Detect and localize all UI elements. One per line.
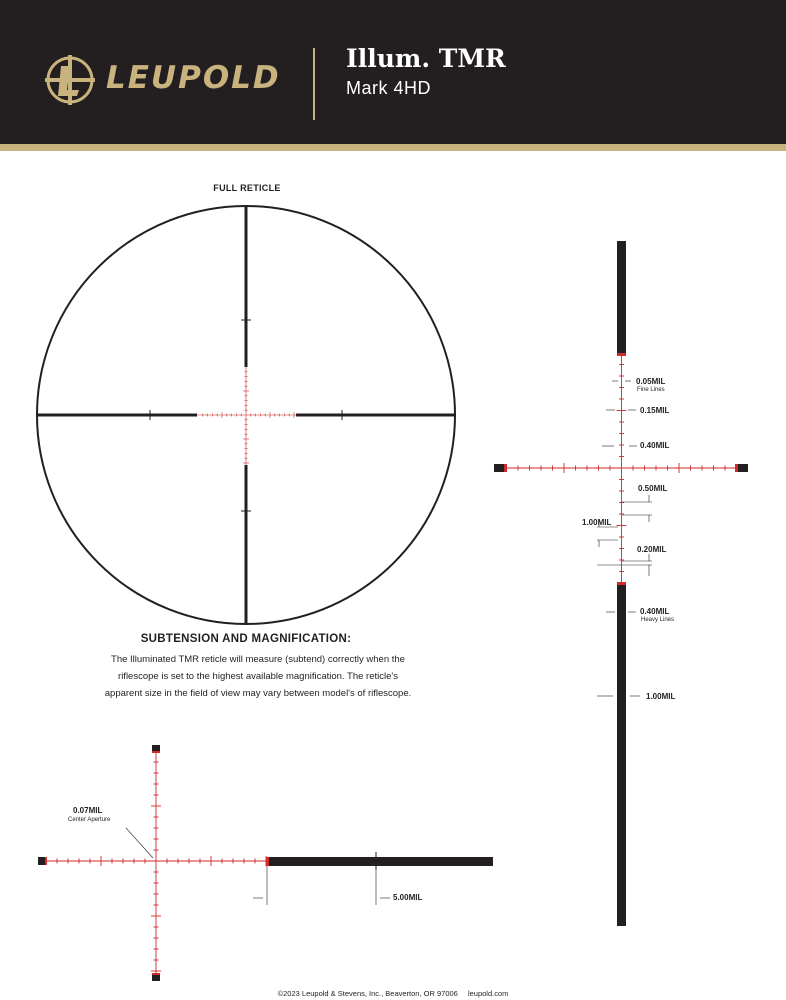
footer [0, 989, 786, 998]
right-top-heavy-post [617, 241, 626, 353]
right-fine-crosshair [506, 355, 736, 583]
bottom-detail-diagram [38, 745, 493, 981]
heavy-lines-value: 0.40MIL [640, 607, 670, 616]
brand-wordmark: LEUPOLD [106, 60, 281, 96]
full-right-post [296, 414, 455, 417]
full-fine-crosshair [197, 367, 296, 465]
heavy-width-value: 1.00MIL [646, 692, 676, 701]
right-detail-diagram [494, 241, 748, 926]
full-bottom-post [245, 465, 248, 624]
major-tick-value: 0.40MIL [640, 441, 670, 450]
bottom-callout-markers [126, 828, 390, 905]
center-aperture-value: 0.07MIL [73, 806, 103, 815]
bottom-heavy-post [268, 857, 493, 866]
subtension-body: The Illuminated TMR reticle will measure (subtend) correctly when the riflescope is set to the highest available magnification. The reticle's apparent size in the field of view may vary between model's of riflescope. [104, 654, 412, 699]
heavy-lines-note: Heavy Lines [641, 617, 675, 623]
spacing-half-value: 0.50MIL [638, 484, 668, 493]
product-title: Illum. TMR [346, 44, 506, 73]
fine-lines-note: Fine Lines [637, 387, 665, 393]
right-bottom-heavy-post [617, 585, 626, 926]
full-top-post [245, 207, 248, 367]
subtension-heading: SUBTENSION AND MAGNIFICATION: [140, 633, 352, 645]
minor-tick-value: 0.15MIL [640, 406, 670, 415]
heavy-post-value: 5.00MIL [393, 893, 423, 902]
bottom-fine-crosshair [46, 752, 267, 974]
full-left-post [37, 414, 197, 417]
center-aperture-note: Center Aperture [68, 817, 111, 823]
spacing-fifth-value: 0.20MIL [637, 545, 667, 554]
footer-website[interactable]: leupold.com [467, 989, 509, 998]
spacing-full-value: 1.00MIL [582, 518, 612, 527]
footer-copyright: ©2023 Leupold & Stevens, Inc., Beaverton, OR 97006 [277, 989, 458, 998]
fine-lines-value: 0.05MIL [636, 377, 666, 386]
product-subtitle: Mark 4HD [346, 78, 432, 98]
full-reticle-label: FULL RETICLE [213, 183, 281, 193]
full-reticle-diagram [37, 206, 455, 624]
